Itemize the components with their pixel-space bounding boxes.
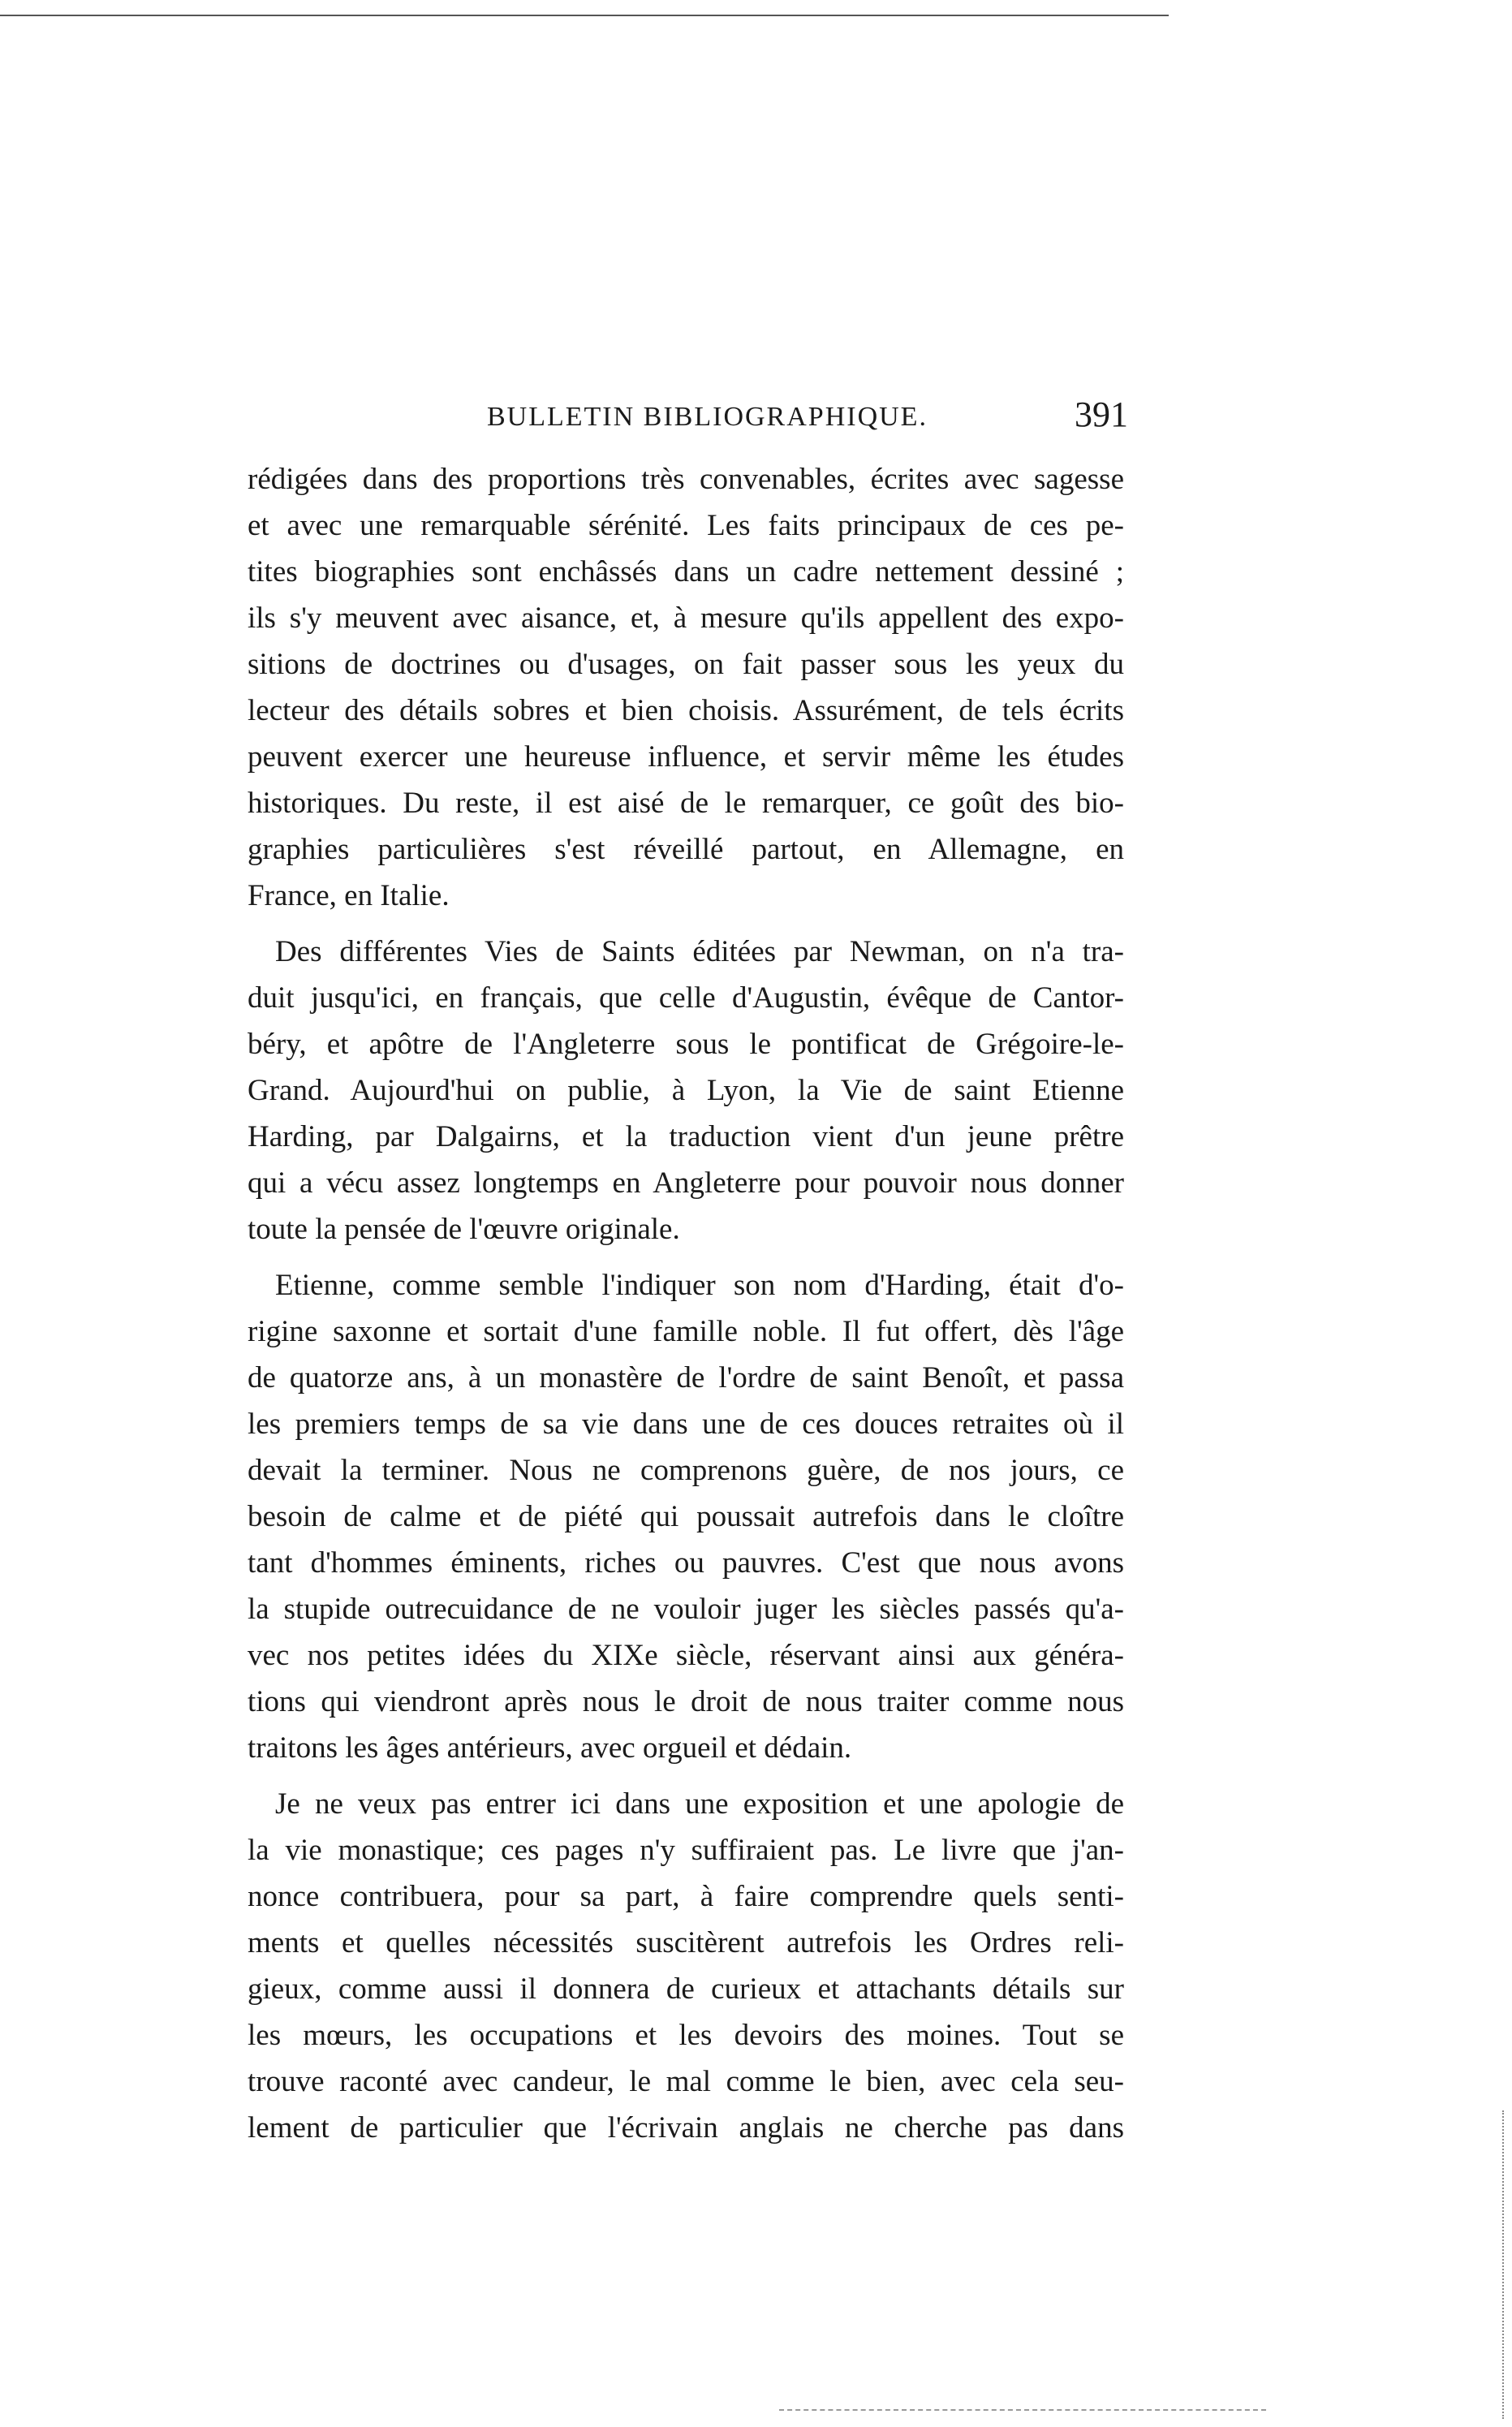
text-line: Grand. Aujourd'hui on publie, à Lyon, la Vie de saint Etienne xyxy=(248,1074,1124,1107)
text-line: lement de particulier que l'écrivain anglais ne cherche pas dans xyxy=(248,2111,1124,2145)
text-line: France, en Italie. xyxy=(248,879,450,912)
text-line: Etienne, comme semble l'indiquer son nom d'Harding, était d'o- xyxy=(275,1269,1124,1302)
text-line: traitons les âges antérieurs, avec orgueil et dédain. xyxy=(248,1731,852,1765)
text-line: nonce contribuera, pour sa part, à faire comprendre quels senti- xyxy=(248,1880,1124,1913)
text-line: tant d'hommes éminents, riches ou pauvres. C'est que nous avons xyxy=(248,1546,1124,1580)
text-line: peuvent exercer une heureuse influence, et servir même les études xyxy=(248,740,1124,774)
text-line: béry, et apôtre de l'Angleterre sous le pontificat de Grégoire-le- xyxy=(248,1028,1124,1061)
text-line: tions qui viendront après nous le droit de nous traiter comme nous xyxy=(248,1685,1124,1718)
running-title: BULLETIN BIBLIOGRAPHIQUE. xyxy=(487,402,928,432)
text-line: et avec une remarquable sérénité. Les faits principaux de ces pe- xyxy=(248,509,1124,542)
text-line: rigine saxonne et sortait d'une famille noble. Il fut offert, dès l'âge xyxy=(248,1315,1124,1348)
text-line: les premiers temps de sa vie dans une de ces douces retraites où il xyxy=(248,1407,1124,1441)
scan-edge-marks xyxy=(1502,2110,1506,2419)
text-line: duit jusqu'ici, en français, que celle d'Augustin, évêque de Cantor- xyxy=(248,981,1124,1015)
text-line: Je ne veux pas entrer ici dans une exposition et une apologie de xyxy=(275,1787,1124,1821)
text-line: qui a vécu assez longtemps en Angleterre pour pouvoir nous donner xyxy=(248,1166,1124,1200)
text-line: gieux, comme aussi il donnera de curieux et attachants détails sur xyxy=(248,1972,1124,2006)
top-scan-rule xyxy=(0,15,1169,16)
text-line: ils s'y meuvent avec aisance, et, à mesure qu'ils appellent des expo- xyxy=(248,601,1124,635)
text-line: toute la pensée de l'œuvre originale. xyxy=(248,1213,680,1246)
text-line: besoin de calme et de piété qui poussait autrefois dans le cloître xyxy=(248,1500,1124,1533)
scan-bottom-marks xyxy=(779,2409,1266,2411)
text-line: ments et quelles nécessités suscitèrent autrefois les Ordres reli- xyxy=(248,1926,1124,1959)
text-line: historiques. Du reste, il est aisé de le remarquer, ce goût des bio- xyxy=(248,787,1124,820)
text-line: Des différentes Vies de Saints éditées par Newman, on n'a tra- xyxy=(275,935,1124,968)
text-line: graphies particulières s'est réveillé partout, en Allemagne, en xyxy=(248,833,1124,866)
text-line: la vie monastique; ces pages n'y suffiraient pas. Le livre que j'an- xyxy=(248,1834,1124,1867)
text-line: lecteur des détails sobres et bien choisis. Assurément, de tels écrits xyxy=(248,694,1124,727)
text-line: trouve raconté avec candeur, le mal comme le bien, avec cela seu- xyxy=(248,2065,1124,2098)
text-line: tites biographies sont enchâssés dans un cadre nettement dessiné ; xyxy=(248,555,1124,588)
text-line: devait la terminer. Nous ne comprenons guère, de nos jours, ce xyxy=(248,1454,1124,1487)
text-line: vec nos petites idées du XIXe siècle, réservant ainsi aux généra- xyxy=(248,1639,1124,1672)
text-line: les mœurs, les occupations et les devoirs des moines. Tout se xyxy=(248,2019,1124,2052)
page-number: 391 xyxy=(1075,394,1128,434)
body-text xyxy=(248,456,1124,2151)
text-line: Harding, par Dalgairns, et la traduction vient d'un jeune prêtre xyxy=(248,1120,1124,1153)
text-line: sitions de doctrines ou d'usages, on fait passer sous les yeux du xyxy=(248,648,1124,681)
text-line: la stupide outrecuidance de ne vouloir juger les siècles passés qu'a- xyxy=(248,1593,1124,1626)
text-line: de quatorze ans, à un monastère de l'ordre de saint Benoît, et passa xyxy=(248,1361,1124,1395)
page-header xyxy=(487,394,1128,442)
text-line: rédigées dans des proportions très convenables, écrites avec sagesse xyxy=(248,463,1124,496)
